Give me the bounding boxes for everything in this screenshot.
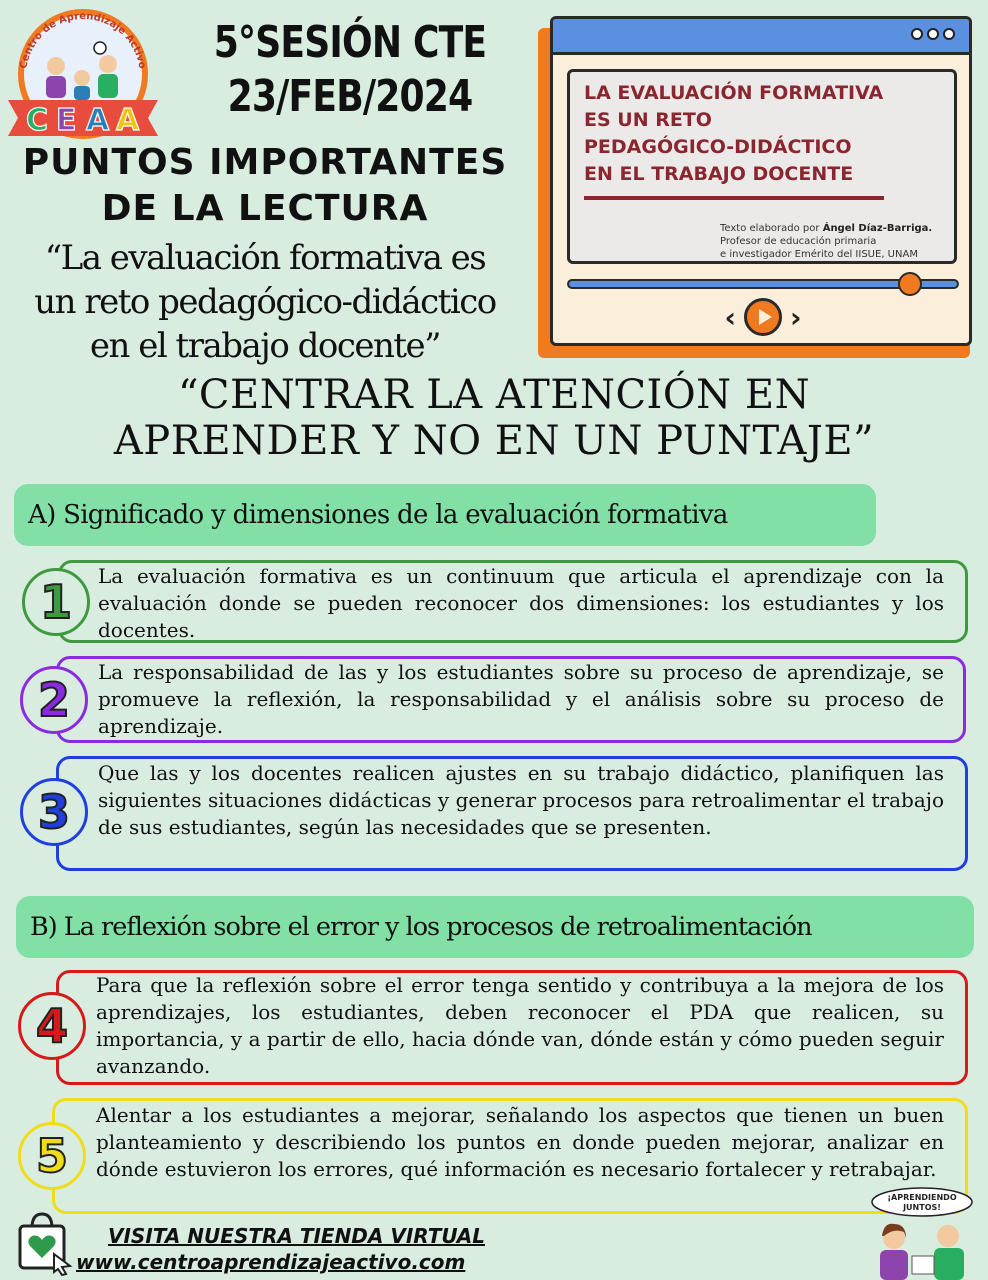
logo-arc-text: Centro de Aprendizaje Activo <box>18 10 148 70</box>
section-b-title: B) La reflexión sobre el error y los procesos de retroalimentación <box>30 912 812 942</box>
reading-heading <box>10 140 520 232</box>
window-dot <box>927 28 939 40</box>
document-cover <box>567 69 957 264</box>
document-title-line4: EN EL TRABAJO DOCENTE <box>584 163 854 185</box>
section-a-header <box>14 484 876 546</box>
logo-letter-e: E <box>56 103 77 138</box>
badge-number: 3 <box>37 785 70 839</box>
browser-window <box>550 16 972 346</box>
store-invite: VISITA NUESTRA TIENDA VIRTUAL <box>108 1224 485 1248</box>
window-dot <box>911 28 923 40</box>
number-badge-3 <box>20 778 88 846</box>
badge-number: 1 <box>39 575 72 629</box>
point-text-4: Para que la reflexión sobre el error tenga sentido y contribuya a la mejora de los aprendizajes, los estudiantes, deben reconocer el PDA que realicen, su importancia, y a partir de ello, hacia dónde van, dónde están y cómo pueden seguir avanzando. <box>96 973 944 1078</box>
author-prefix: Texto elaborado por <box>720 223 820 234</box>
reading-title-line3: en el trabajo docente” <box>89 326 441 366</box>
number-badge-2 <box>20 666 88 734</box>
point-text-3: Que las y los docentes realicen ajustes en su trabajo didáctico, planifiquen las siguientes situaciones didácticas y generar procesos para retroalimentar el trabajo de sus estudiantes, según las necesidades que se presenten. <box>98 761 944 839</box>
chevron-right-icon[interactable]: › <box>790 300 802 334</box>
section-a-title: A) Significado y dimensiones de la evaluación formativa <box>28 500 728 530</box>
ceaa-logo <box>8 6 158 140</box>
document-title-line3: PEDAGÓGICO-DIDÁCTICO <box>584 136 852 158</box>
store-link[interactable]: www.centroaprendizajeactivo.com <box>76 1250 466 1274</box>
badge-number: 4 <box>35 999 68 1053</box>
number-badge-5 <box>18 1122 86 1190</box>
document-author <box>720 222 940 261</box>
window-title-bar <box>553 19 969 55</box>
reading-heading-line2: DE LA LECTURA <box>101 188 429 229</box>
media-controls <box>703 297 823 337</box>
point-text-1: La evaluación formativa es un continuum que articula el aprendizaje con la evaluación donde se pueden reconocer dos dimensiones: los estudiantes y los docentes. <box>98 564 944 642</box>
reading-title-line2: un reto pedagógico-didáctico <box>34 282 496 322</box>
main-quote-line1: “CENTRAR LA ATENCIÓN EN <box>177 372 811 418</box>
main-quote-line2: APRENDER Y NO EN UN PUNTAJE” <box>113 418 875 464</box>
badge-number: 5 <box>35 1129 68 1183</box>
author-line3: e investigador Emérito del IISUE, UNAM <box>720 249 918 260</box>
logo-letter-c: C <box>26 103 49 138</box>
session-date: 23/FEB/2024 <box>227 71 473 122</box>
window-dot <box>943 28 955 40</box>
session-line: 5°SESIÓN CTE <box>213 17 487 68</box>
section-b-header <box>16 896 974 958</box>
number-badge-1 <box>22 568 90 636</box>
point-text-2: La responsabilidad de las y los estudiantes sobre su proceso de aprendizaje, se promueve la reflexión, la responsabilidad y el análisis sobre su proceso de aprendizaje. <box>98 660 944 738</box>
window-dots <box>911 28 955 40</box>
number-badge-4 <box>18 992 86 1060</box>
reading-heading-line1: PUNTOS IMPORTANTES <box>22 142 508 183</box>
document-divider <box>584 196 884 200</box>
point-text-5: Alentar a los estudiantes a mejorar, señalando los aspectos que tienen un buen planteamiento y describiendo los puntos en donde pueden mejorar, analizar en dónde estuvieron los errores, qué información es necesario fortalecer y retrabajar. <box>96 1103 944 1181</box>
play-icon[interactable] <box>744 298 782 336</box>
logo-letter-a1: A <box>86 103 110 138</box>
document-title <box>584 80 940 188</box>
reading-title <box>0 236 530 368</box>
document-title-line2: ES UN RETO <box>584 109 712 131</box>
author-name: Ángel Díaz-Barriga. <box>822 223 933 234</box>
main-quote <box>40 372 948 464</box>
shopping-bag-icon[interactable] <box>10 1208 74 1276</box>
progress-knob[interactable] <box>898 272 922 296</box>
session-heading <box>202 16 497 124</box>
speech-line2: JUNTOS! <box>903 1203 941 1212</box>
document-title-line1: LA EVALUACIÓN FORMATIVA <box>584 82 884 104</box>
chevron-left-icon[interactable]: ‹ <box>724 300 736 334</box>
logo-letter-a2: A <box>116 103 140 138</box>
badge-number: 2 <box>37 673 70 727</box>
author-line2: Profesor de educación primaria <box>720 236 877 247</box>
reading-title-line1: “La evaluación formativa es <box>44 238 486 278</box>
speech-line1: ¡APRENDIENDO <box>887 1193 957 1202</box>
teachers-illustration <box>860 1186 984 1280</box>
